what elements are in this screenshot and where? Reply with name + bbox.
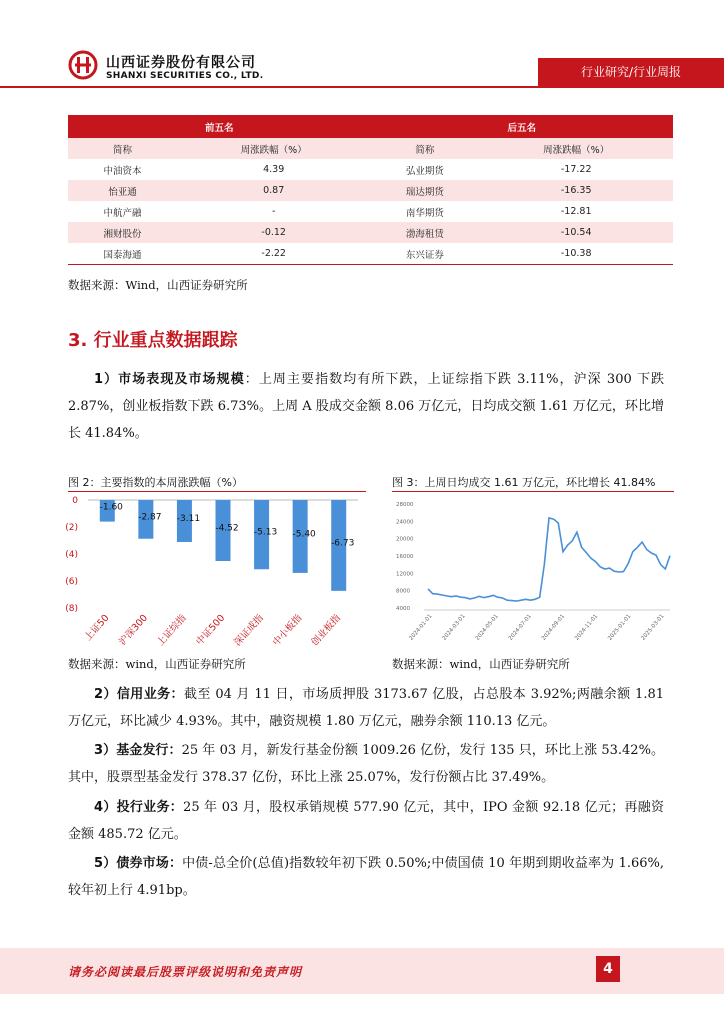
top-stock-name: 中油资本 [103, 165, 142, 177]
figure3-rule [392, 491, 674, 492]
category-label: 中证500 [194, 612, 228, 648]
category-label: 中小板指 [270, 612, 305, 649]
top-stock-change: -0.12 [177, 222, 371, 243]
company-name-cn: 山西证券股份有限公司 [106, 55, 256, 71]
paragraph-label: 4）投行业务： [94, 800, 184, 815]
bottom-stock-change: -17.22 [560, 164, 592, 175]
top-stock-name: 国泰海通 [68, 243, 177, 265]
x-tick-label: 2024-11-01 [574, 613, 600, 642]
y-tick-label: 20000 [396, 536, 414, 543]
top-five-header: 前五名 [68, 115, 370, 138]
paragraph-text: 中债-总全价(总值)指数较年初下跌 0.50%;中债国债 10 年期到期收益率为 1.66%,较年初上行 4.91bp。 [68, 856, 665, 898]
y-tick-label: 4000 [396, 606, 410, 612]
figure2-rule [68, 491, 366, 492]
column-header: 简称 [68, 138, 177, 159]
page-header [0, 0, 724, 90]
figure3-title: 图 3：上周日均成交 1.61 万亿元，环比增长 41.84% [392, 476, 656, 489]
index-change-bar-chart [62, 494, 366, 650]
top-stock-change: -2.22 [177, 243, 371, 265]
x-tick-label: 2024-03-01 [441, 613, 467, 642]
y-tick-label: 8000 [396, 588, 410, 595]
table-row [68, 222, 673, 243]
bottom-stock-change: -12.81 [560, 206, 592, 217]
table-row [68, 159, 673, 180]
bottom-stock-change: -16.35 [479, 180, 673, 201]
category-label: 创业板指 [309, 612, 343, 649]
table-source: 数据来源：Wind，山西证券研究所 [68, 278, 248, 292]
bottom-stock-change: -10.54 [479, 222, 673, 243]
paragraph-bond [68, 850, 664, 904]
paragraph-fund [68, 737, 664, 791]
x-tick-label: 2024-01-01 [408, 613, 434, 642]
header-divider [0, 86, 724, 88]
table-row [68, 243, 673, 265]
bottom-stock-name: 东兴证券 [370, 243, 479, 265]
category-label: 深证成指 [232, 612, 266, 649]
paragraph-text: 25 年 03 月，新发行基金份额 1009.26 亿份，发行 135 只，环比上涨 53.42%。其中，股票型基金发行 378.37 亿份，环比上涨 25.07%，发行份额占比 37.49%。 [68, 743, 664, 785]
paragraph-text: ：上周主要指数均有所下跌，上证综指下跌 3.11%，沪深 300 下跌 2.87%，创业板指数下跌 6.73%。上周 A 股成交金额 8.06 万亿元，日均成交额 1.61 万亿元，环比增长 41.84%。 [68, 372, 665, 441]
figure2-title: 图 2：主要指数的本周涨跌幅（%） [68, 476, 243, 489]
column-header: 周涨跌幅（%） [177, 138, 371, 159]
table-row [68, 180, 673, 201]
category-label: 上证综指 [155, 612, 189, 649]
y-tick-label: 0 [72, 496, 78, 506]
table-row [68, 201, 673, 222]
page-number: 4 [596, 956, 620, 982]
column-header: 简称 [370, 138, 479, 159]
y-tick-label: (4) [65, 550, 78, 560]
disclaimer-notice: 请务必阅读最后股票评级说明和免责声明 [68, 965, 303, 979]
paragraph-label: 5）债券市场： [94, 856, 183, 871]
y-tick-label: (6) [65, 577, 78, 587]
x-tick-label: 2025-03-01 [640, 613, 666, 642]
section-title: 3. 行业重点数据跟踪 [68, 330, 238, 351]
y-tick-label: 12000 [396, 571, 414, 578]
ranking-table [68, 115, 673, 265]
figure2-source: 数据来源：wind，山西证券研究所 [68, 657, 246, 671]
top-stock-name: 中航产融 [103, 207, 142, 219]
x-tick-label: 2024-07-01 [507, 613, 533, 642]
x-tick-label: 2024-05-01 [474, 613, 500, 642]
daily-turnover-line-chart [392, 494, 674, 650]
data-label: -5.13 [253, 527, 278, 538]
x-tick-label: 2024-09-01 [540, 613, 567, 642]
bottom-stock-name: 南华期货 [405, 207, 444, 219]
report-category: 行业研究/行业周报 [538, 58, 724, 86]
paragraph-market [68, 366, 664, 447]
column-header: 周涨跌幅（%） [479, 138, 673, 159]
paragraph-label: 3）基金发行： [94, 743, 182, 758]
top-stock-name: 怡亚通 [68, 180, 177, 201]
bottom-stock-name: 渤海租赁 [370, 222, 479, 243]
x-tick-label: 2025-01-01 [607, 613, 633, 642]
top-stock-change: 4.39 [263, 164, 285, 175]
y-tick-label: 24000 [396, 519, 414, 526]
company-logo-icon [68, 50, 98, 80]
paragraph-credit [68, 681, 664, 735]
y-tick-label: (8) [65, 604, 78, 614]
top-stock-change: 0.87 [177, 180, 371, 201]
data-label: -4.52 [215, 523, 239, 534]
bottom-five-header: 后五名 [370, 115, 673, 138]
paragraph-text: 25 年 03 月，股权承销规模 577.90 亿元，其中，IPO 金额 92.18 亿元；再融资金额 485.72 亿元。 [68, 800, 664, 842]
y-tick-label: 28000 [396, 502, 414, 508]
category-label: 沪深300 [117, 612, 151, 648]
top-stock-change: - [271, 206, 276, 217]
bottom-stock-change: -10.38 [479, 243, 673, 265]
data-label: -3.11 [176, 513, 201, 524]
data-label: -1.60 [99, 502, 123, 513]
company-name-en: SHANXI SECURITIES CO., LTD. [106, 71, 264, 81]
data-label: -2.87 [138, 512, 162, 523]
top-stock-name: 湘财股份 [68, 222, 177, 243]
figure3-source: 数据来源：wind，山西证券研究所 [392, 657, 570, 671]
paragraph-text: 截至 04 月 11 日，市场质押股 3173.67 亿股，占总股本 3.92%;两融余额 1.81 万亿元，环比减少 4.93%。其中，融资规模 1.80 万亿元，融券余额 110.13 亿元。 [68, 687, 664, 729]
y-tick-label: (2) [65, 523, 78, 533]
turnover-line [428, 518, 670, 601]
category-label: 上证50 [82, 612, 112, 644]
data-label: -6.73 [331, 538, 355, 549]
bottom-stock-name: 弘业期货 [405, 165, 444, 177]
data-label: -5.40 [292, 529, 316, 540]
paragraph-label: 1）市场表现及市场规模 [94, 372, 245, 387]
paragraph-label: 2）信用业务： [94, 687, 184, 702]
bottom-stock-name: 瑞达期货 [370, 180, 479, 201]
y-tick-label: 16000 [396, 554, 414, 560]
paragraph-ib [68, 794, 664, 848]
